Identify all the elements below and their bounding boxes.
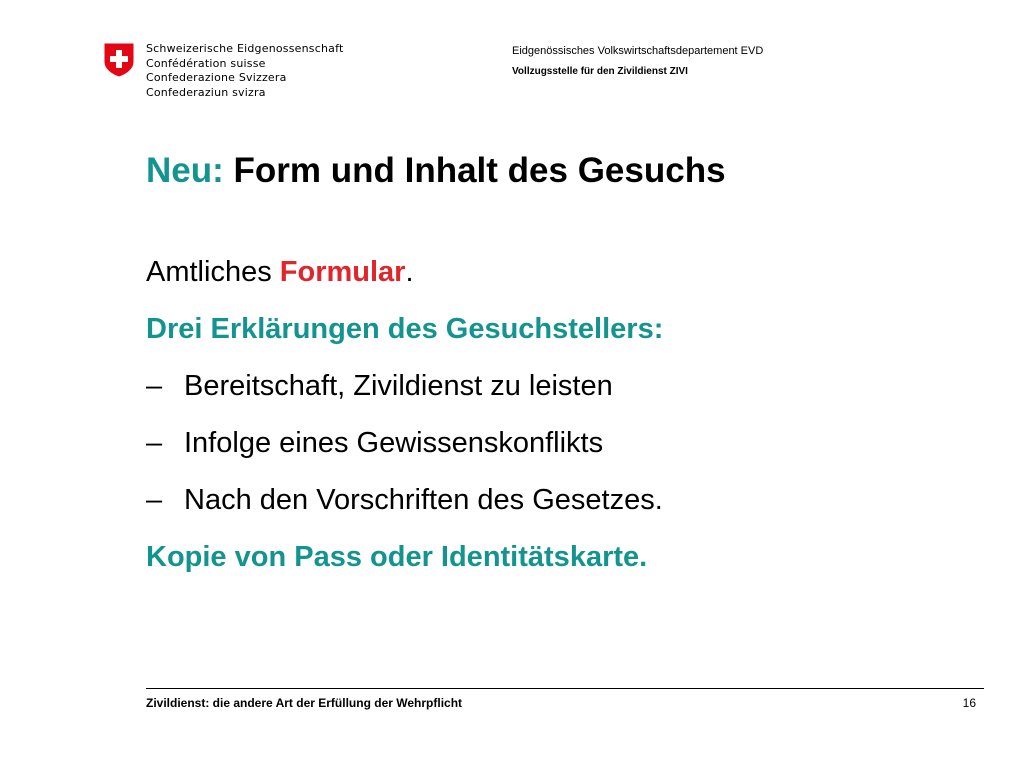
department-name: Eidgenössisches Volkswirtschaftsdepartement EVD xyxy=(512,45,764,57)
dash-bullet-icon: – xyxy=(146,370,163,402)
bullet-text: Nach den Vorschriften des Gesetzes. xyxy=(184,484,663,516)
footer-text: Zivildienst: die andere Art der Erfüllung der Wehrpflicht xyxy=(146,696,463,710)
slide-content xyxy=(146,244,663,586)
content-period: . xyxy=(405,256,414,288)
org-name-de: Schweizerische Eidgenossenschaft xyxy=(146,42,344,55)
bullet-text: Bereitschaft, Zivildienst zu leisten xyxy=(184,370,613,402)
content-line-form xyxy=(146,244,663,301)
formular-highlight: Formular xyxy=(279,256,406,288)
bullet-text: Infolge eines Gewissenskonflikts xyxy=(184,427,604,459)
page-number: 16 xyxy=(962,696,976,710)
org-name-fr: Confédération suisse xyxy=(146,56,266,70)
org-name-it: Confederazione Svizzera xyxy=(146,71,287,84)
content-text: Amtliches xyxy=(146,256,272,288)
bullet-item xyxy=(146,358,663,415)
slide-title xyxy=(146,150,726,192)
dash-bullet-icon: – xyxy=(146,484,163,516)
footer-divider xyxy=(146,688,984,689)
slide-title-prefix: Neu: xyxy=(146,151,224,190)
content-line-passport: Kopie von Pass oder Identitätskarte. xyxy=(146,541,648,573)
bullet-item xyxy=(146,415,663,472)
bullet-item xyxy=(146,472,663,529)
swiss-coat-of-arms-icon xyxy=(103,42,135,78)
slide-title-text: Form und Inhalt des Gesuchs xyxy=(233,151,726,190)
federal-administration-names xyxy=(146,42,343,100)
dash-bullet-icon: – xyxy=(146,427,163,459)
department-block xyxy=(512,44,763,79)
department-unit: Vollzugsstelle für den Zivildienst ZIVI xyxy=(512,66,688,77)
content-line-declarations: Drei Erklärungen des Gesuchstellers: xyxy=(146,313,664,345)
org-name-rm: Confederaziun svizra xyxy=(146,85,266,99)
